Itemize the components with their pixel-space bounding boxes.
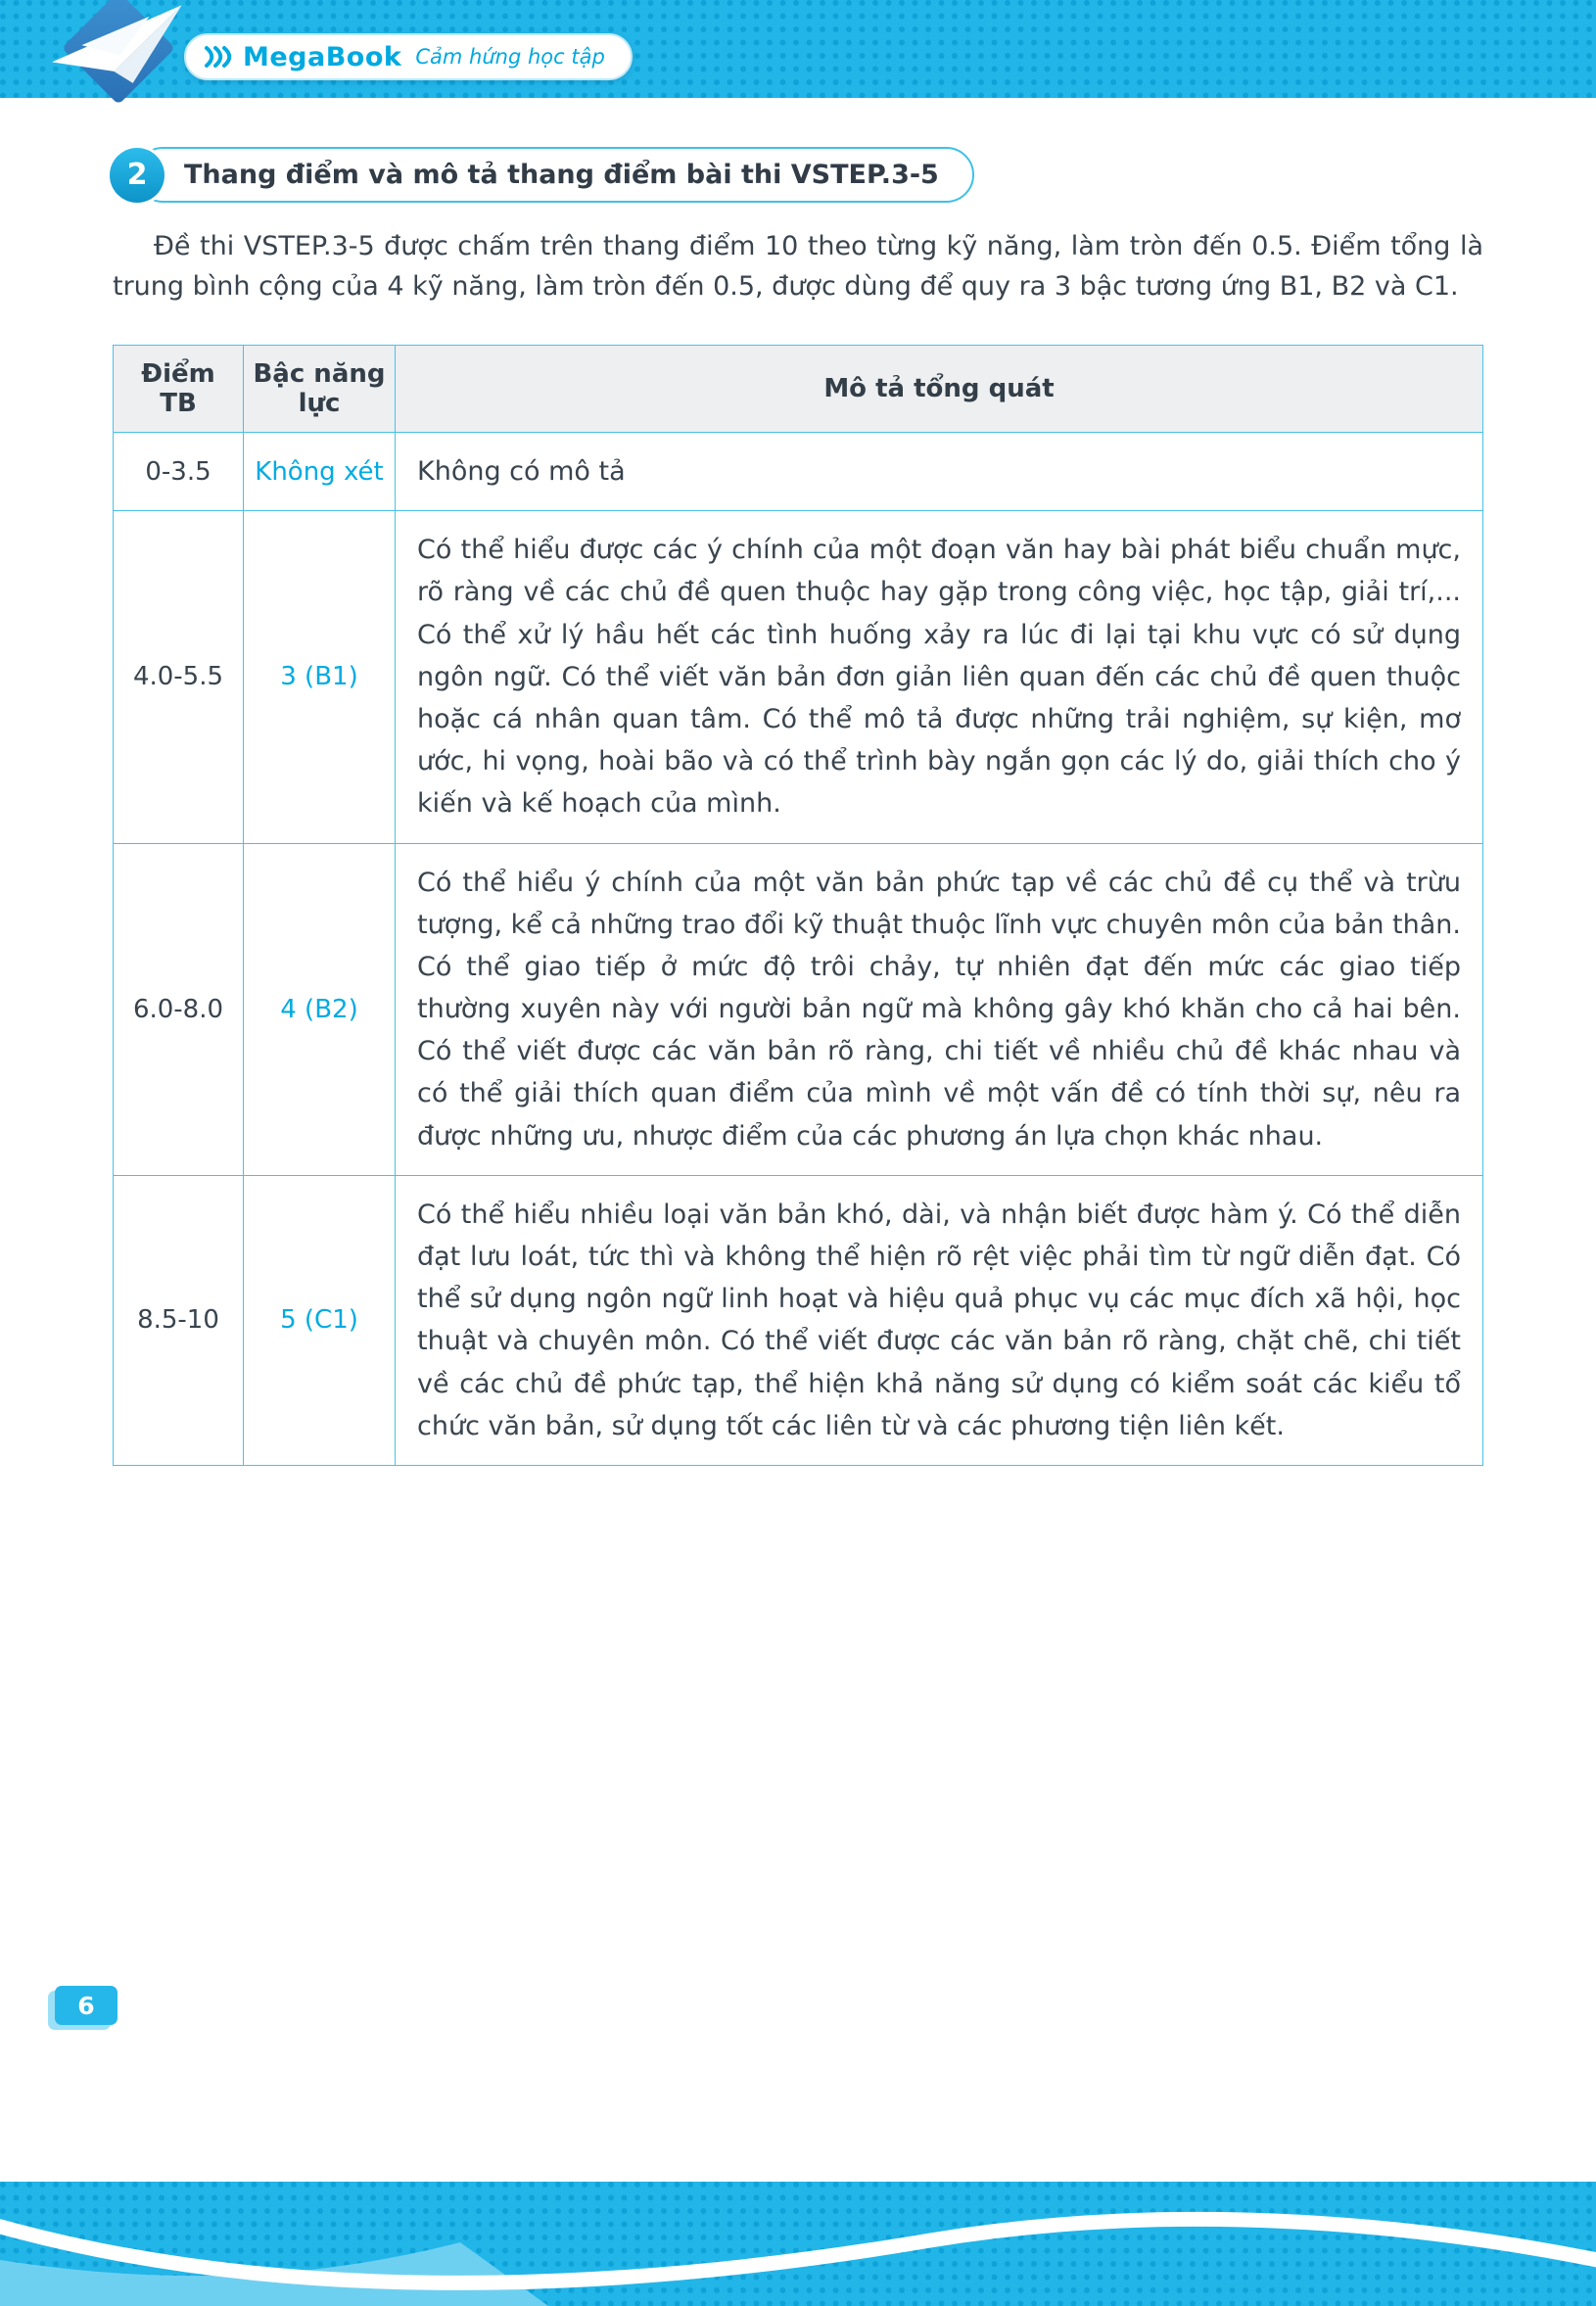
brand-plane-logo <box>41 0 208 112</box>
table-row <box>114 433 1483 511</box>
score-range: 6.0-8.0 <box>114 843 244 1175</box>
top-decorative-band <box>0 0 1596 98</box>
col-header-level: Bậc năng lực <box>244 346 396 433</box>
paper-plane-icon <box>38 0 203 106</box>
bottom-decorative-band <box>0 2182 1596 2306</box>
level-label: 5 (C1) <box>244 1175 396 1465</box>
table-row <box>114 843 1483 1175</box>
level-description: Có thể hiểu được các ý chính của một đoạn văn hay bài phát biểu chuẩn mực, rõ ràng về các chủ đề quen thuộc hay gặp trong công việc, học tập, giải trí,... Có thể xử lý hầu hết các tình huống xảy ra lúc đi lại tại khu vực có sử dụng ngôn ngữ. Có thể viết văn bản đơn giản liên quan đến các chủ đề quen thuộc hoặc cá nhân quan tâm. Có thể mô tả được những trải nghiệm, sự kiện, mơ ước, hi vọng, hoài bão và có thể trình bày ngắn gọn các lý do, giải thích cho ý kiến và kế hoạch của mình. <box>396 511 1483 843</box>
col-header-score: Điểm TB <box>114 346 244 433</box>
table-row <box>114 511 1483 843</box>
level-description: Có thể hiểu nhiều loại văn bản khó, dài, và nhận biết được hàm ý. Có thể diễn đạt lưu loát, tức thì và không thể hiện rõ rệt việc phải tìm từ ngữ diễn đạt. Có thể sử dụng ngôn ngữ linh hoạt và hiệu quả phục vụ các mục đích xã hội, học thuật và chuyên môn. Có thể viết được các văn bản rõ ràng, chặt chẽ, chi tiết về các chủ đề phức tạp, thể hiện khả năng sử dụng có kiểm soát các kiểu tổ chức văn bản, sử dụng tốt các liên từ và các phương tiện liên kết. <box>396 1175 1483 1465</box>
section-number-badge: 2 <box>110 148 164 203</box>
table-row <box>114 1175 1483 1465</box>
page-number-badge <box>55 1986 123 2031</box>
level-description: Không có mô tả <box>396 433 1483 511</box>
level-description: Có thể hiểu ý chính của một văn bản phức tạp về các chủ đề cụ thể và trừu tượng, kể cả những trao đổi kỹ thuật thuộc lĩnh vực chuyên môn của bản thân. Có thể giao tiếp ở mức độ trôi chảy, tự nhiên đạt đến mức các giao tiếp thường xuyên này với người bản ngữ mà không gây khó khăn cho cả hai bên. Có thể viết được các văn bản rõ ràng, chi tiết về nhiều chủ đề khác nhau và có thể giải thích quan điểm của mình về một vấn đề có tính thời sự, nêu ra được những ưu, nhược điểm của các phương án lựa chọn khác nhau. <box>396 843 1483 1175</box>
level-label: 4 (B2) <box>244 843 396 1175</box>
brand-tagline: Cảm hứng học tập <box>415 45 605 69</box>
brand-logo-pill <box>184 33 633 80</box>
level-label: Không xét <box>244 433 396 511</box>
brand-name: MegaBook <box>243 41 402 72</box>
level-label: 3 (B1) <box>244 511 396 843</box>
section-title: Thang điểm và mô tả thang điểm bài thi VSTEP.3-5 <box>135 147 974 203</box>
score-range: 0-3.5 <box>114 433 244 511</box>
score-description-table <box>113 345 1483 1466</box>
page-number: 6 <box>55 1986 117 2025</box>
section-heading <box>110 147 974 203</box>
col-header-description: Mô tả tổng quát <box>396 346 1483 433</box>
score-range: 8.5-10 <box>114 1175 244 1465</box>
score-range: 4.0-5.5 <box>114 511 244 843</box>
intro-paragraph: Đề thi VSTEP.3-5 được chấm trên thang điểm 10 theo từng kỹ năng, làm tròn đến 0.5. Điểm tổng là trung bình cộng của 4 kỹ năng, làm tròn đến 0.5, được dùng để quy ra 3 bậc tương ứng B1, B2 và C1. <box>113 231 1483 302</box>
brand-chevrons-icon <box>204 45 233 69</box>
table-header-row <box>114 346 1483 433</box>
bottom-band-swoosh <box>0 2182 1596 2306</box>
